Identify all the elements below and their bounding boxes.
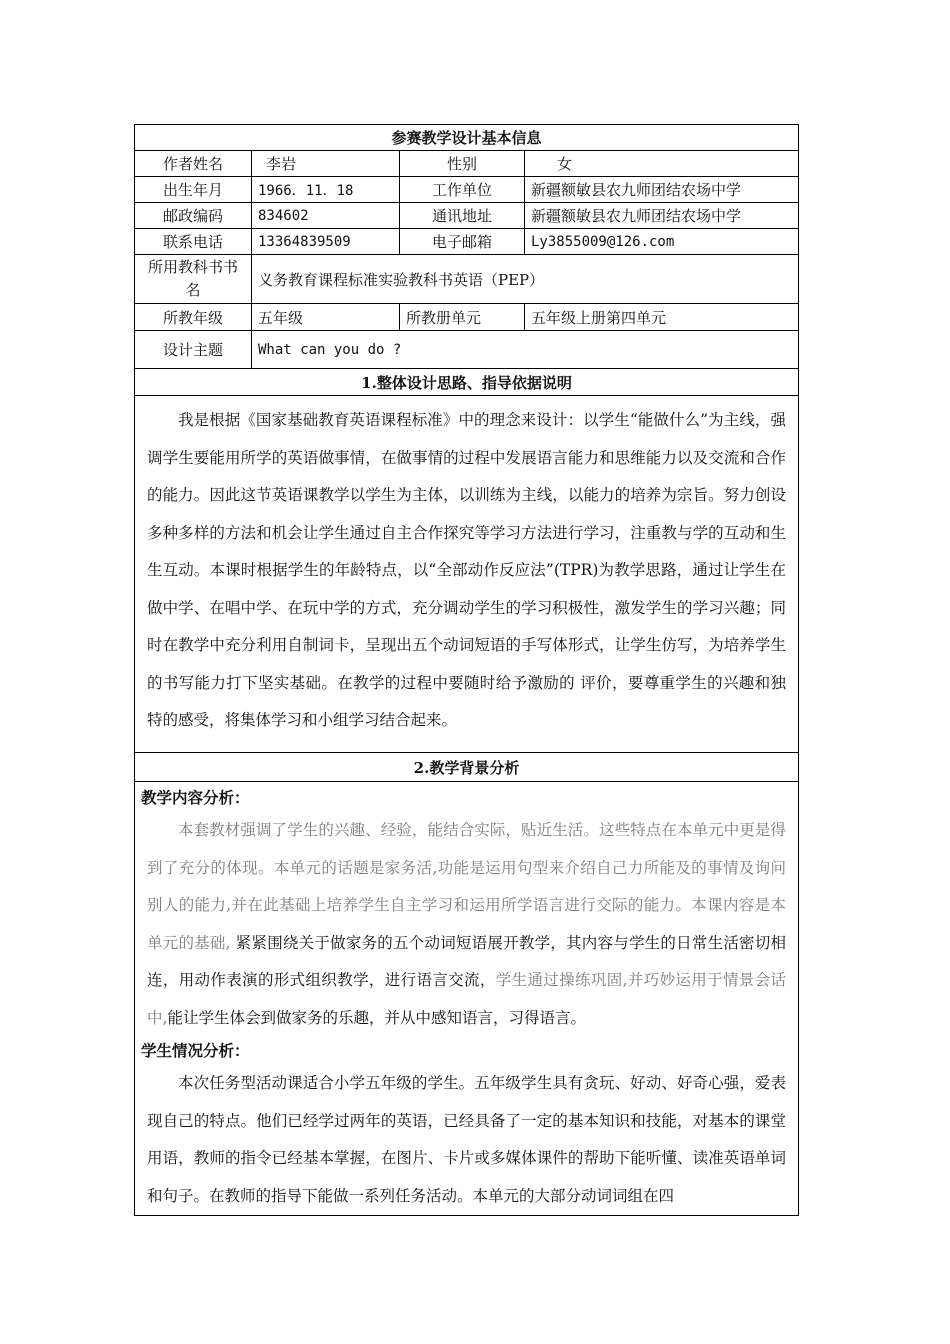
info-table <box>134 124 799 1216</box>
postcode-label: 邮政编码 <box>135 203 252 229</box>
email-value: Ly3855009@126.com <box>525 229 799 255</box>
phone-label: 联系电话 <box>135 229 252 255</box>
section2-heading: 2.教学背景分析 <box>135 753 799 782</box>
textbook-label: 所用教科书书名 <box>135 255 252 304</box>
content-text-grey-1: 本套教材强调了学生的兴趣、经验，能结合实际，贴近生活。这些特点在本单元中更是得到了充分的体现。本单元的话题是家务活,功能是运用句型来介绍自己力所能及的事情及询问别人的能力,并在此基础上培养学生自主学习和运用所学语言进行交际的能力。本课内容是本单元的基础, <box>147 821 787 952</box>
content-text-dark-1: 紧紧围绕关于做家务的五个动词短语展开教学，其内容与学生的日常生活密切相连，用动作表演的形式组织教学，进行语言交流， <box>147 933 787 989</box>
student-analysis-title: 学生情况分析： <box>141 1041 250 1060</box>
theme-value: What can you do ? <box>252 331 799 369</box>
unit-value: 五年级上册第四单元 <box>525 304 799 331</box>
student-analysis-body: 本次任务型活动课适合小学五年级的学生。五年级学生具有贪玩、好动、好奇心强，爱表现自己的特点。他们已经学过两年的英语，已经具备了一定的基本知识和技能，对基本的课堂用语，教师的指令已经基本掌握，在图片、卡片或多媒体课件的帮助下能听懂、读准英语单词和句子。在教师的指导下能做一系列任务活动。本单元的大部分动词词组在四 <box>147 1074 787 1205</box>
birth-value: 1966．11．18 <box>252 177 400 203</box>
section1-cell <box>135 396 799 753</box>
content-text-dark-2: 能让学生体会到做家务的乐趣，并从中感知语言，习得语言。 <box>167 1008 586 1027</box>
document-title: 参赛教学设计基本信息 <box>135 125 799 151</box>
phone-value: 13364839509 <box>252 229 400 255</box>
author-value: 李岩 <box>252 151 400 177</box>
textbook-value: 义务教育课程标准实验教科书英语（PEP） <box>252 255 799 304</box>
grade-label: 所教年级 <box>135 304 252 331</box>
theme-label: 设计主题 <box>135 331 252 369</box>
grade-value: 五年级 <box>252 304 400 331</box>
birth-label: 出生年月 <box>135 177 252 203</box>
unit-label: 所教册单元 <box>400 304 525 331</box>
address-value: 新疆额敏县农九师团结农场中学 <box>525 203 799 229</box>
address-label: 通讯地址 <box>400 203 525 229</box>
work-label: 工作单位 <box>400 177 525 203</box>
gender-label: 性别 <box>400 151 525 177</box>
work-value: 新疆额敏县农九师团结农场中学 <box>525 177 799 203</box>
content-analysis-title: 教学内容分析： <box>141 788 250 807</box>
lesson-design-document <box>134 124 798 1216</box>
author-label: 作者姓名 <box>135 151 252 177</box>
gender-value: 女 <box>525 151 799 177</box>
postcode-value: 834602 <box>252 203 400 229</box>
section2-cell <box>135 782 799 1216</box>
section1-heading: 1.整体设计思路、指导依据说明 <box>135 369 799 396</box>
content-analysis-body <box>141 812 792 1037</box>
section1-body: 我是根据《国家基础教育英语课程标准》中的理念来设计：以学生“能做什么”为主线，强调学生要能用所学的英语做事情，在做事情的过程中发展语言能力和思维能力以及交流和合作的能力。因此这节英语课教学以学生为主体，以训练为主线，以能力的培养为宗旨。努力创设多种多样的方法和机会让学生通过自主合作探究等学习方法进行学习，注重教与学的互动和生生互动。本课时根据学生的年龄特点，以“全部动作反应法”(TPR)为教学思路，通过让学生在做中学、在唱中学、在玩中学的方式，充分调动学生的学习积极性，激发学生的学习兴趣；同时在教学中充分利用自制词卡，呈现出五个动词短语的手写体形式，让学生仿写，为培养学生的书写能力打下坚实基础。在教学的过程中要随时给予激励的 评价，要尊重学生的兴趣和独特的感受，将集体学习和小组学习结合起来。 <box>147 411 787 729</box>
content-text-grey-2: 学生通过操练巩固,并巧妙运用于情景会话中, <box>147 971 787 1027</box>
email-label: 电子邮箱 <box>400 229 525 255</box>
